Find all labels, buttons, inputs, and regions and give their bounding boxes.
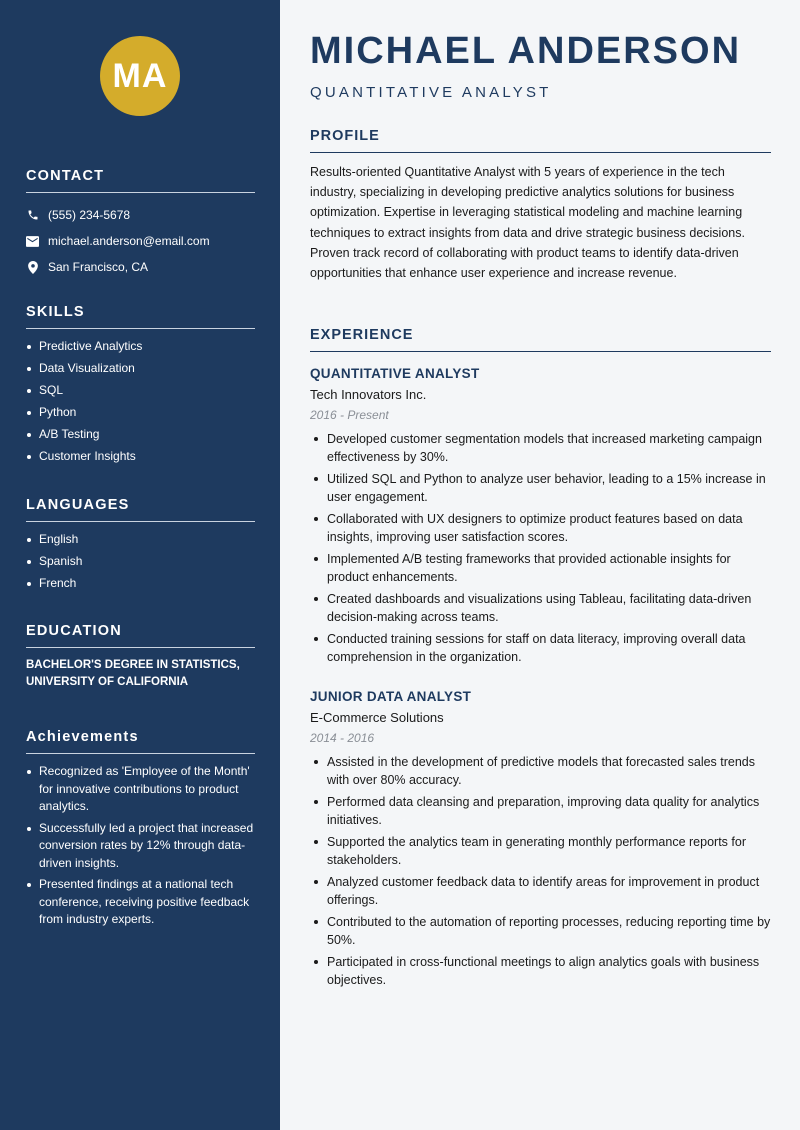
job-bullet: Analyzed customer feedback data to identify areas for improvement in product offerings. bbox=[310, 873, 771, 909]
skill-item: SQL bbox=[26, 382, 255, 400]
skill-item: Data Visualization bbox=[26, 360, 255, 378]
skill-item: A/B Testing bbox=[26, 426, 255, 444]
job-entry bbox=[310, 689, 771, 993]
education-heading: EDUCATION bbox=[26, 623, 255, 648]
contact-phone bbox=[26, 202, 255, 228]
job-bullet: Utilized SQL and Python to analyze user behavior, leading to a 15% increase in user engagement. bbox=[310, 470, 771, 506]
experience-section bbox=[310, 327, 771, 352]
profile-heading: PROFILE bbox=[310, 128, 771, 153]
achievements-section bbox=[26, 729, 255, 933]
skills-heading: SKILLS bbox=[26, 304, 255, 329]
job-bullet: Developed customer segmentation models that increased marketing campaign effectiveness by 30%. bbox=[310, 430, 771, 466]
phone-icon bbox=[26, 209, 39, 222]
contact-section bbox=[26, 168, 255, 280]
skill-item: Predictive Analytics bbox=[26, 338, 255, 356]
job-bullet: Created dashboards and visualizations using Tableau, facilitating data-driven decision-making across teams. bbox=[310, 590, 771, 626]
education-degree: BACHELOR'S DEGREE IN STATISTICS, UNIVERSITY OF CALIFORNIA bbox=[26, 659, 240, 688]
language-item: Spanish bbox=[26, 553, 255, 571]
education-section bbox=[26, 623, 255, 691]
location-pin-icon bbox=[26, 261, 39, 274]
language-item: French bbox=[26, 575, 255, 593]
profile-section bbox=[310, 128, 771, 283]
contact-email bbox=[26, 228, 255, 254]
company-name: E-Commerce Solutions bbox=[310, 710, 444, 725]
contact-location bbox=[26, 254, 255, 280]
achievements-heading: Achievements bbox=[26, 729, 255, 754]
achievement-item: Successfully led a project that increased conversion rates by 12% through data-driven insights. bbox=[26, 820, 255, 873]
phone-text[interactable]: (555) 234-5678 bbox=[48, 208, 131, 222]
contact-heading: CONTACT bbox=[26, 168, 255, 193]
languages-heading: LANGUAGES bbox=[26, 497, 255, 522]
avatar: MA bbox=[100, 36, 180, 116]
job-bullet: Supported the analytics team in generating monthly performance reports for stakeholders. bbox=[310, 833, 771, 869]
job-bullet: Collaborated with UX designers to optimize product features based on data insights, improving user satisfaction scores. bbox=[310, 510, 771, 546]
job-bullet: Performed data cleansing and preparation, improving data quality for analytics initiatives. bbox=[310, 793, 771, 829]
email-text[interactable]: michael.anderson@email.com bbox=[48, 234, 210, 248]
job-bullet: Conducted training sessions for staff on data literacy, improving overall data comprehension in the organization. bbox=[310, 630, 771, 666]
achievement-item: Recognized as 'Employee of the Month' for innovative contributions to product analytics. bbox=[26, 763, 255, 816]
languages-section bbox=[26, 497, 255, 597]
skill-item: Customer Insights bbox=[26, 448, 255, 466]
job-title: JUNIOR DATA ANALYST bbox=[310, 689, 472, 704]
profile-text: Results-oriented Quantitative Analyst with 5 years of experience in the tech industry, specializing in developing predictive analytics solutions for business optimization. Expertise in leveraging statistical modeling and machine learning techniques to extract insights from data and drive strategic business decisions. Proven track record of collaborating with product teams to identify data-driven opportunities that enhance user experience and increase revenue. bbox=[310, 165, 745, 281]
company-name: Tech Innovators Inc. bbox=[310, 387, 427, 402]
sidebar bbox=[0, 0, 280, 1130]
job-bullet: Participated in cross-functional meetings to align analytics goals with business objectives. bbox=[310, 953, 771, 989]
job-title: QUANTITATIVE ANALYST bbox=[310, 366, 480, 381]
job-bullet: Assisted in the development of predictive models that forecasted sales trends with over 80% accuracy. bbox=[310, 753, 771, 789]
job-dates: 2014 - 2016 bbox=[310, 731, 375, 745]
language-item: English bbox=[26, 531, 255, 549]
candidate-name: MICHAEL ANDERSON bbox=[310, 30, 742, 72]
job-bullet: Contributed to the automation of reporting processes, reducing reporting time by 50%. bbox=[310, 913, 771, 949]
job-entry bbox=[310, 366, 771, 670]
skills-section bbox=[26, 304, 255, 470]
candidate-title: QUANTITATIVE ANALYST bbox=[310, 84, 552, 101]
location-text: San Francisco, CA bbox=[48, 260, 149, 274]
achievement-item: Presented findings at a national tech conference, receiving positive feedback from industry experts. bbox=[26, 876, 255, 929]
email-icon bbox=[26, 235, 39, 248]
experience-heading: EXPERIENCE bbox=[310, 327, 771, 352]
job-dates: 2016 - Present bbox=[310, 408, 389, 422]
job-bullet: Implemented A/B testing frameworks that provided actionable insights for product enhancements. bbox=[310, 550, 771, 586]
skill-item: Python bbox=[26, 404, 255, 422]
